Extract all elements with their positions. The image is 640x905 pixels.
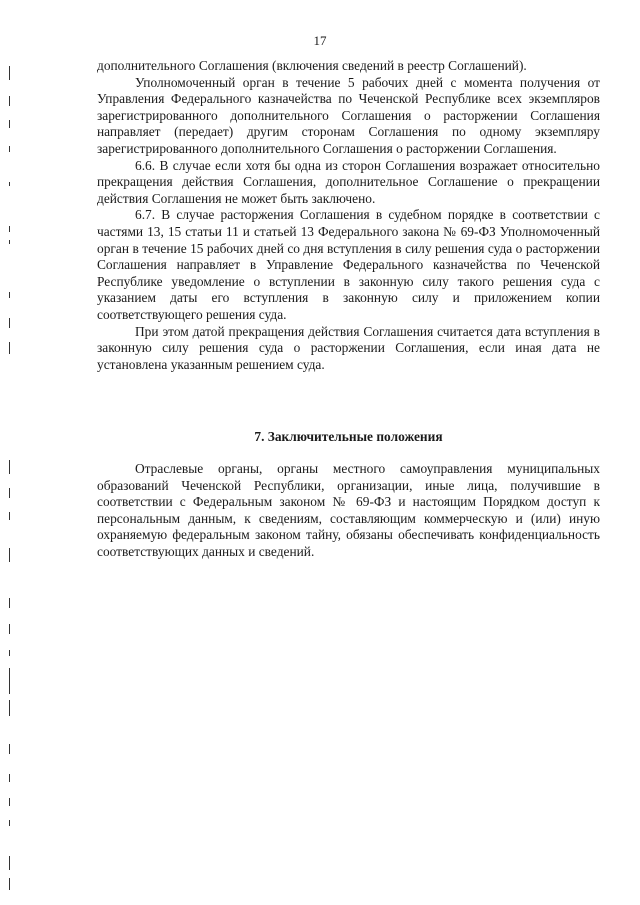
paragraph: При этом датой прекращения действия Соглашения считается дата вступления в законную силу решения суда о расторжении Соглашения, если иная дата не установлена указанным решением суда. (97, 323, 600, 372)
section-7-heading: 7. Заключительные положения (254, 429, 443, 444)
paragraph: Уполномоченный орган в течение 5 рабочих дней с момента получения от Управления Федерального казначейства по Чеченской Республике всех экземпляров зарегистрированного дополнительного Соглашения о расторжении Соглашения направляет (передает) другим сторонам Соглашения по одному экземпляру зарегистрированного дополнительного Соглашения о расторжении Соглашения. (97, 74, 600, 156)
paragraph: дополнительного Соглашения (включения сведений в реестр Соглашений). (97, 58, 527, 73)
page-number: 17 (313, 33, 327, 48)
paragraph: Отраслевые органы, органы местного самоуправления муниципальных образований Чеченской Республики, организации, иные лица, получившие в соответствии с Федеральным законом № 69-ФЗ и настоящим Порядком доступ к персональным данным, к сведениям, составляющим коммерческую и (или) иную охраняемую федеральным законом тайну, обязаны обеспечивать конфиденциальность соответствующих данных и сведений. (97, 461, 600, 559)
section-6-continuation (97, 58, 600, 373)
section-7-body (97, 461, 600, 561)
paragraph-6-6: 6.6. В случае если хотя бы одна из сторон Соглашения возражает относительно прекращения действия Соглашения, дополнительное Соглашение о прекращении действия Соглашения не может быть заключено. (97, 157, 600, 206)
scan-artifacts (0, 0, 20, 905)
paragraph-6-7: 6.7. В случае расторжения Соглашения в судебном порядке в соответствии с частями 13, 15 статьи 11 и статьей 13 Федерального закона № 69-ФЗ Уполномоченный орган в течение 15 рабочих дней со дня вступления в силу решения суда о расторжении Соглашения направляет в Управление Федерального казначейства по Чеченской Республике уведомление о вступлении в законную силу такого решения суда с указанием даты его вступления в законную силу и приложением копии соответствующего решения суда. (97, 207, 600, 322)
